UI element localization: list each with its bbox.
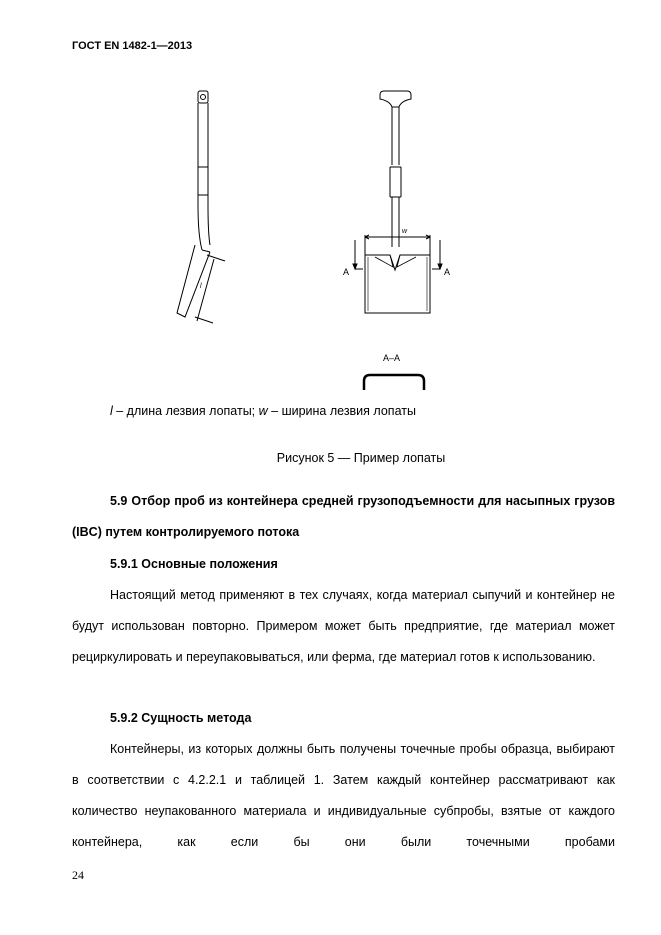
label-length: l [200,283,202,290]
legend-text-1: – длина лезвия лопаты; [112,404,259,418]
section-5-9-1-text: Настоящий метод применяют в тех случаях, когда материал сыпучий и контейнер не будут использован повторно. Примером может быть предприятие, где материал может рециркулировать и переупаковываться, или ферма, где материал готов к использованию. [72,588,615,664]
section-5-9-2-text: Контейнеры, из которых должны быть получены точечные пробы образца, выбирают в соответствии с 4.2.2.1 и таблицей 1. Затем каждый контейнер рассматривают как количество неупакованного материала и индивидуальные субпробы, взятые от каждого контейнера, как если бы они были точечными пробами [72,742,615,849]
page-number: 24 [72,868,84,882]
legend-text-2: – ширина лезвия лопаты [267,404,416,418]
shovel-side-view [177,91,225,323]
document-header: ГОСТ EN 1482-1—2013 [72,40,193,52]
shovel-front-view [343,91,450,313]
figure-title: Рисунок 5 — Пример лопаты [276,451,446,465]
legend-symbol-l: l [110,404,113,418]
section-profile [364,375,424,390]
section-5-9-1-heading: 5.9.1 Основные положения [110,557,278,571]
section-label: А–А [383,353,401,363]
legend-symbol-w: w [258,404,268,418]
label-width: w [402,228,408,235]
section-mark-left: A [343,267,350,277]
section-5-9-2-heading: 5.9.2 Сущность метода [110,711,252,725]
figure-legend [110,404,416,418]
section-5-9-heading: 5.9 Отбор проб из контейнера средней грузоподъемности для насыпных грузов (IBC) путем контролируемого потока [72,494,615,539]
shovel-figure [150,85,510,395]
section-mark-right: A [444,267,451,277]
